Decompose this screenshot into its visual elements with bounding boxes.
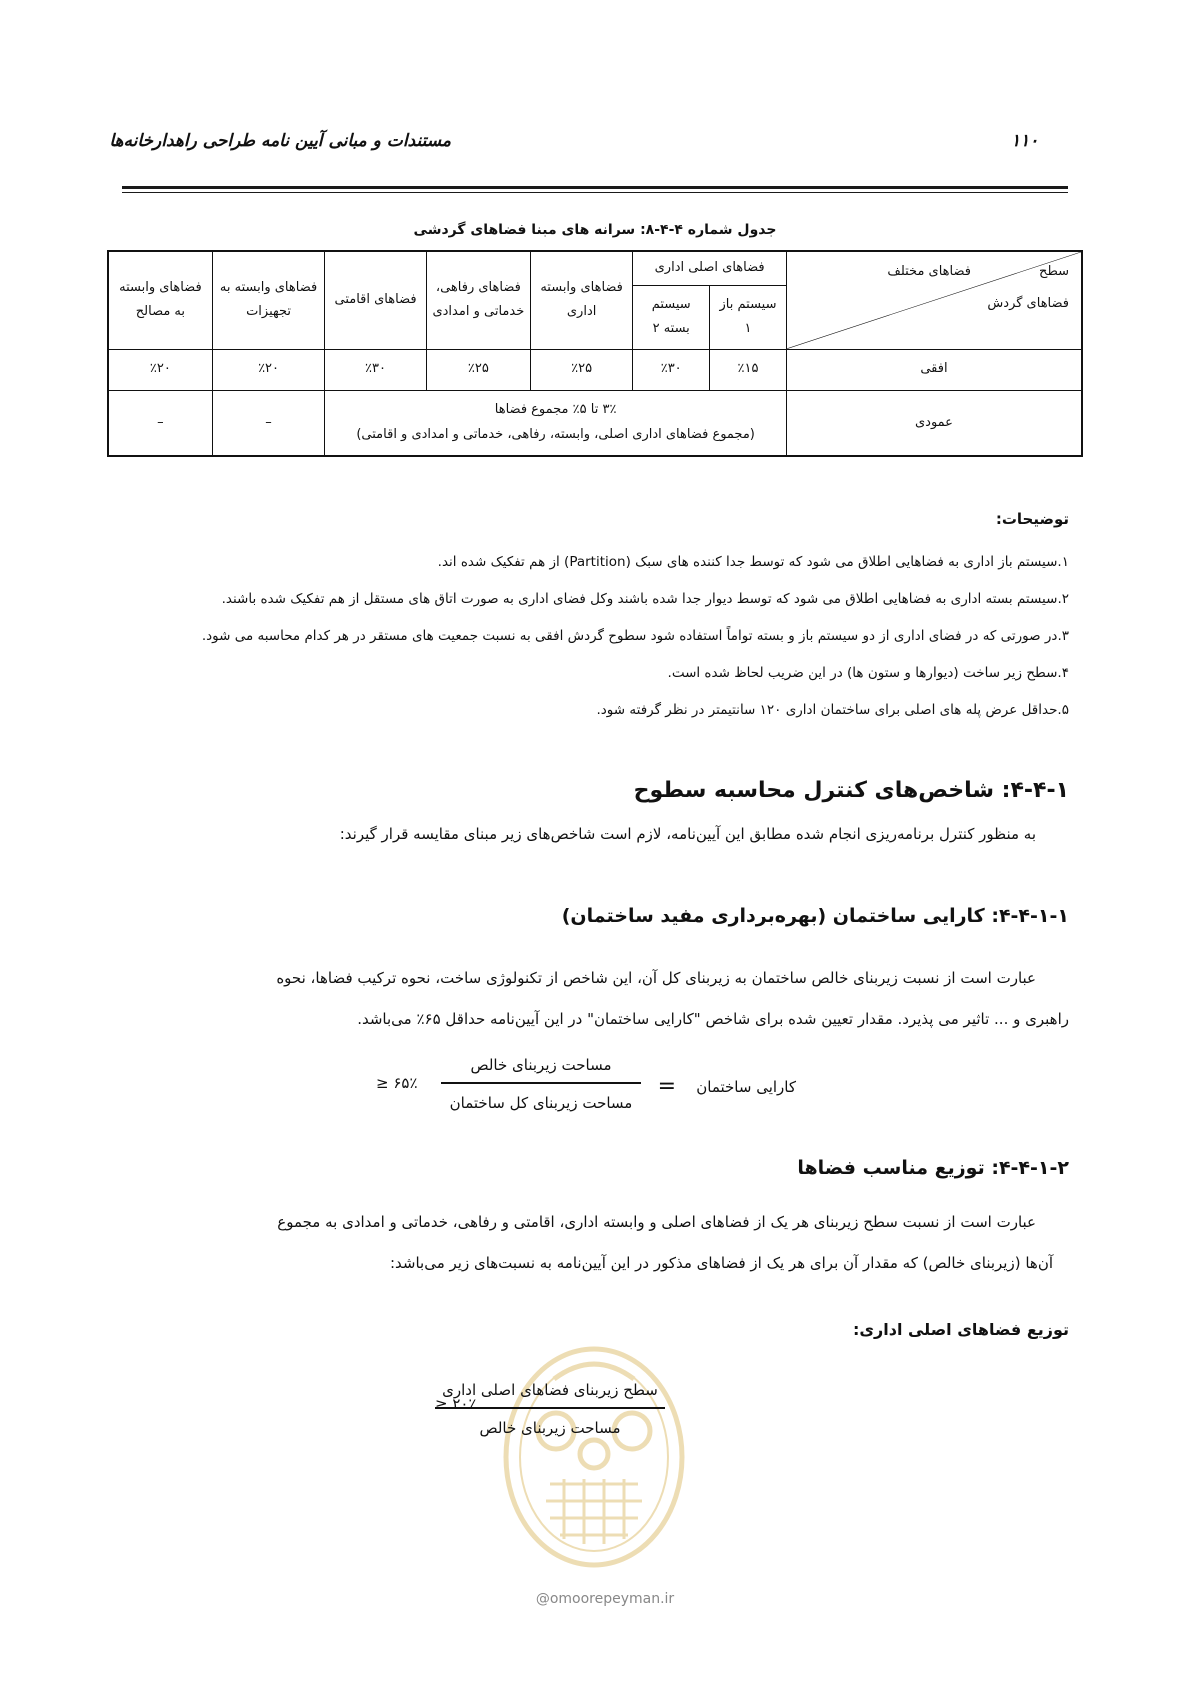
- subsection-heading: ۴-۴-۱-۲: توزیع مناسب فضاها: [797, 1157, 1069, 1179]
- corner-label-spaces: فضاهای مختلف: [887, 264, 971, 279]
- formula-numerator: مساحت زیربنای خالص: [470, 1056, 612, 1074]
- note-item: ۴.سطح زیر ساخت (دیوارها و ستون ها) در این ضریب لحاظ شده است.: [667, 665, 1069, 681]
- watermark-url: @omoorepeyman.ir: [535, 1591, 675, 1607]
- header-main-office: فضاهای اصلی اداری: [633, 251, 787, 285]
- formula-fraction: [441, 1050, 641, 1118]
- row-label-vertical: عمودی: [786, 390, 1082, 456]
- formula-relation: ≥ ۲۰٪: [435, 1395, 477, 1413]
- note-item: ۱.سیستم باز اداری به فضاهایی اطلاق می شود که توسط جدا کننده های سبک (Partition) از هم تفکیک شده اند.: [437, 554, 1069, 570]
- note-item: ۲.سیستم بسته اداری به فضاهایی اطلاق می شود که توسط دیوار جدا شده باشند وکل فضای اداری به صورت اتاق های مستقل از هم تفکیک شده باشند.: [221, 591, 1069, 607]
- formula-numerator: سطح زیربنای فضاهای اصلی اداری: [442, 1381, 658, 1399]
- table-cell: –: [108, 390, 212, 456]
- vertical-range-text: ۳٪ تا ۵٪ مجموع فضاها: [494, 402, 617, 418]
- table-cell: –: [212, 390, 325, 456]
- table-cell: ٪۳۰: [633, 349, 710, 390]
- table-corner-cell: [786, 251, 1082, 349]
- circulation-space-table: [107, 250, 1083, 457]
- section-paragraph: به منظور کنترل برنامه‌ریزی انجام شده مطابق این آیین‌نامه، لازم است شاخص‌های زیر مبنای مقایسه قرار گیرند:: [339, 825, 1036, 843]
- header-rule-thin: [122, 192, 1068, 193]
- header-materials: فضاهای وابسته به مصالح: [108, 251, 212, 349]
- header-welfare: فضاهای رفاهی، خدماتی و امدادی: [426, 251, 530, 349]
- table-cell: ٪۲۰: [108, 349, 212, 390]
- header-office-related: فضاهای وابسته اداری: [530, 251, 632, 349]
- header-rule-thick: [122, 186, 1068, 189]
- header-open-system: سیستم باز ۱: [710, 285, 787, 349]
- table-cell: ٪۲۵: [426, 349, 530, 390]
- page-number: ۱۱۰: [1011, 131, 1039, 151]
- subsection-paragraph: [101, 1202, 1053, 1284]
- note-item: ۵.حداقل عرض پله های اصلی برای ساختمان اداری ۱۲۰ سانتیمتر در نظر گرفته شود.: [596, 702, 1069, 718]
- notes-title: توضیحات:: [995, 510, 1069, 528]
- table-row-vertical: [108, 390, 1082, 456]
- note-item: ۳.در صورتی که در فضای اداری از دو سیستم باز و بسته تواماً استفاده شود سطوح گردش افقی به نسبت جمعیت های مستقر در هر کدام محاسبه می شود.: [201, 628, 1069, 644]
- formula-denominator: مساحت زیربنای خالص: [479, 1418, 621, 1437]
- header-residential: فضاهای اقامتی: [325, 251, 426, 349]
- table-row-horizontal: [108, 349, 1082, 390]
- formula-equals: =: [657, 1074, 676, 1099]
- office-distribution-heading: توزیع فضاهای اصلی اداری:: [852, 1320, 1069, 1339]
- table-caption: جدول شماره ۴-۴-۸: سرانه های مبنا فضاهای گردشی: [413, 222, 777, 238]
- header-equipment: فضاهای وابسته به تجهیزات: [212, 251, 325, 349]
- corner-label-level: سطح: [1039, 264, 1069, 279]
- formula-relation: ≥ ۶۵٪: [376, 1074, 418, 1092]
- subsection-paragraph: [101, 958, 1069, 1040]
- subsection-heading: ۴-۴-۱-۱: کارایی ساختمان (بهره‌برداری مفید ساختمان): [561, 905, 1069, 927]
- notes-list: [119, 551, 1069, 736]
- table-cell: ٪۲۵: [530, 349, 632, 390]
- table-header-row-1: [108, 251, 1082, 285]
- formula-denominator: مساحت زیربنای کل ساختمان: [449, 1093, 633, 1112]
- paragraph-line: عبارت است از نسبت سطح زیربنای هر یک از فضاهای اصلی و وابسته اداری، اقامتی و رفاهی، خدماتی و امدادی به مجموع: [277, 1213, 1036, 1231]
- paragraph-line: عبارت است از نسبت زیربنای خالص ساختمان به زیربنای کل آن، این شاخص از تکنولوژی ساخت، نحوه ترکیب فضاها، نحوه: [276, 969, 1036, 987]
- paragraph-line: راهبری و ... تاثیر می پذیرد. مقدار تعیین شده برای شاخص "کارایی ساختمان" در این آیین‌نامه حداقل ۶۵٪ می‌باشد.: [357, 1010, 1069, 1028]
- table-cell: ٪۲۰: [212, 349, 325, 390]
- section-heading: ۴-۴-۱: شاخص‌های کنترل محاسبه سطوح: [633, 778, 1069, 803]
- corner-label-circulation: فضاهای گردش: [987, 296, 1069, 311]
- office-ratio-formula: [435, 1375, 735, 1445]
- efficiency-formula: [376, 1050, 796, 1130]
- running-header-title: مستندات و مبانی آیین نامه طراحی راهدارخانه‌ها: [109, 131, 451, 151]
- table-cell: ٪۱۵: [710, 349, 787, 390]
- header-closed-system: سیستم بسته ۲: [633, 285, 710, 349]
- row-label-horizontal: افقی: [786, 349, 1082, 390]
- formula-lhs: کارایی ساختمان: [696, 1078, 796, 1096]
- vertical-merged-cell: [325, 390, 787, 456]
- vertical-range-note: (مجموع فضاهای اداری اصلی، وابسته، رفاهی، خدماتی و امدادی و اقامتی): [356, 426, 755, 442]
- fraction-bar: [441, 1082, 641, 1084]
- paragraph-line: آن‌ها (زیربنای خالص) که مقدار آن برای هر یک از فضاهای مذکور در این آیین‌نامه به نسبت‌های زیر می‌باشد:: [389, 1254, 1053, 1272]
- table-cell: ٪۳۰: [325, 349, 426, 390]
